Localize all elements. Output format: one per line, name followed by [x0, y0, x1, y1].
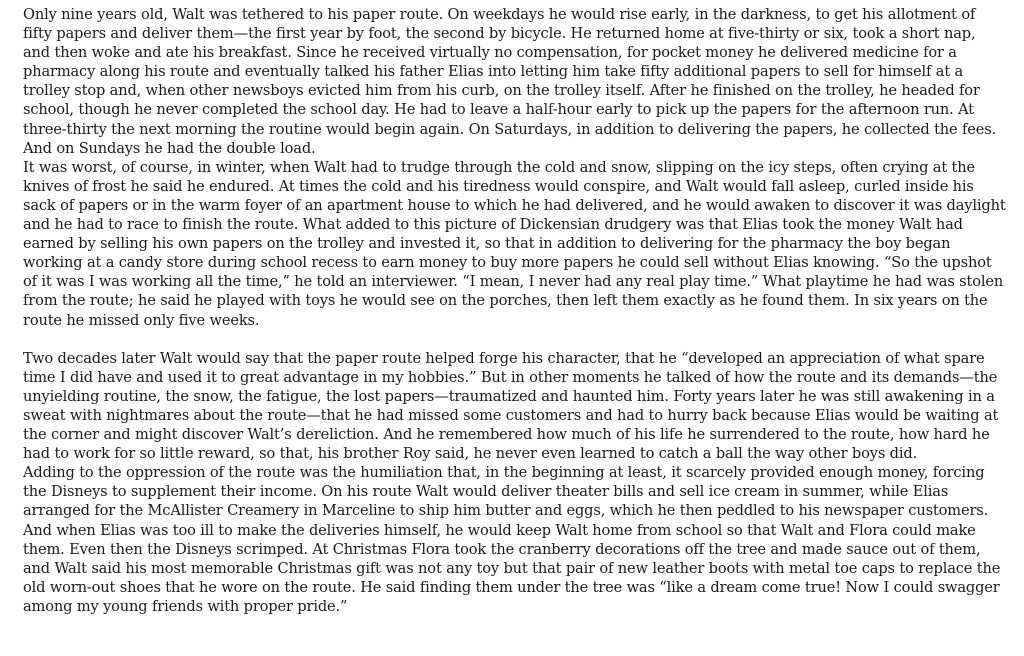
paragraph-3: Two decades later Walt would say that the paper route helped forge his character, that he “developed an appreciation of what spare time I did have and used it to great advantage in my hobbies.” But in other moments he talked of how the route and its demands—the unyielding routine, the snow, the fatigue, the lost papers—traumatized and haunted him. Forty years later he was still awakening in a sweat with nightmares about the route—that he had missed some customers and had to hurry back because Elias would be waiting at the corner and might discover Walt’s dereliction. And he remembered how much of his life he surrendered to the route, how hard he had to work for so little reward, so that, his brother Roy said, he never even learned to catch a ball the way other boys did. — [23, 349, 999, 463]
paragraph-gap — [23, 330, 1006, 349]
paragraph-4: Adding to the oppression of the route was the humiliation that, in the beginning at least, it scarcely provided enough money, forcing the Disneys to supplement their income. On his route Walt would deliver theater bills and sell ice cream in summer, while Elias arranged for the McAllister Creamery in Marceline to ship him butter and eggs, which he then peddled to his newspaper customers. And when Elias was too ill to make the deliveries himself, he would keep Walt home from school so that Walt and Flora could make them. Even then the Disneys scrimped. At Christmas Flora took the cranberry decorations off the tree and made sauce out of them, and Walt said his most memorable Christmas gift was not any toy but that pair of new leather boots with metal toe caps to replace the old worn-out shoes that he wore on the route. He said finding them under the tree was “like a dream come true! Now I could swagger among my young friends with proper pride.” — [23, 464, 1001, 615]
paragraph-1: Only nine years old, Walt was tethered to his paper route. On weekdays he would rise early, in the darkness, to get his allotment of fifty papers and deliver them—the first year by foot, the second by bicycle. He returned home at five-thirty or six, took a short nap, and then woke and ate his breakfast. Since he received virtually no compensation, for pocket money he delivered medicine for a pharmacy along his route and eventually talked his father Elias into letting him take fifty additional papers to sell for himself at a trolley stop and, when other newsboys evicted him from his curb, on the trolley itself. After he finished on the trolley, he headed for school, though he never completed the school day. He had to leave a half-hour early to pick up the papers for the afternoon run. At three-thirty the next morning the routine would begin again. On Saturdays, in addition to delivering the papers, he collected the fees. And on Sundays he had the double load. — [23, 6, 997, 157]
paragraph-2: It was worst, of course, in winter, when Walt had to trudge through the cold and snow, slipping on the icy steps, often crying at the knives of frost he said he endured. At times the cold and his tiredness would conspire, and Walt would fall asleep, curled inside his sack of papers or in the warm foyer of an apartment house to which he had delivered, and he would awaken to discover it was daylight and he had to race to finish the route. What added to this picture of Dickensian drudgery was that Elias took the money Walt had earned by selling his own papers on the trolley and invested it, so that in addition to delivering for the pharmacy the boy began working at a candy store during school recess to earn money to buy more papers he could sell without Elias knowing. “So the upshot of it was I was working all the time,” he told an interviewer. “I mean, I never had any real play time.” What playtime he had was stolen from the route; he said he played with toys he would see on the porches, then left them exactly as he found them. In six years on the route he missed only five weeks. — [23, 158, 1006, 329]
